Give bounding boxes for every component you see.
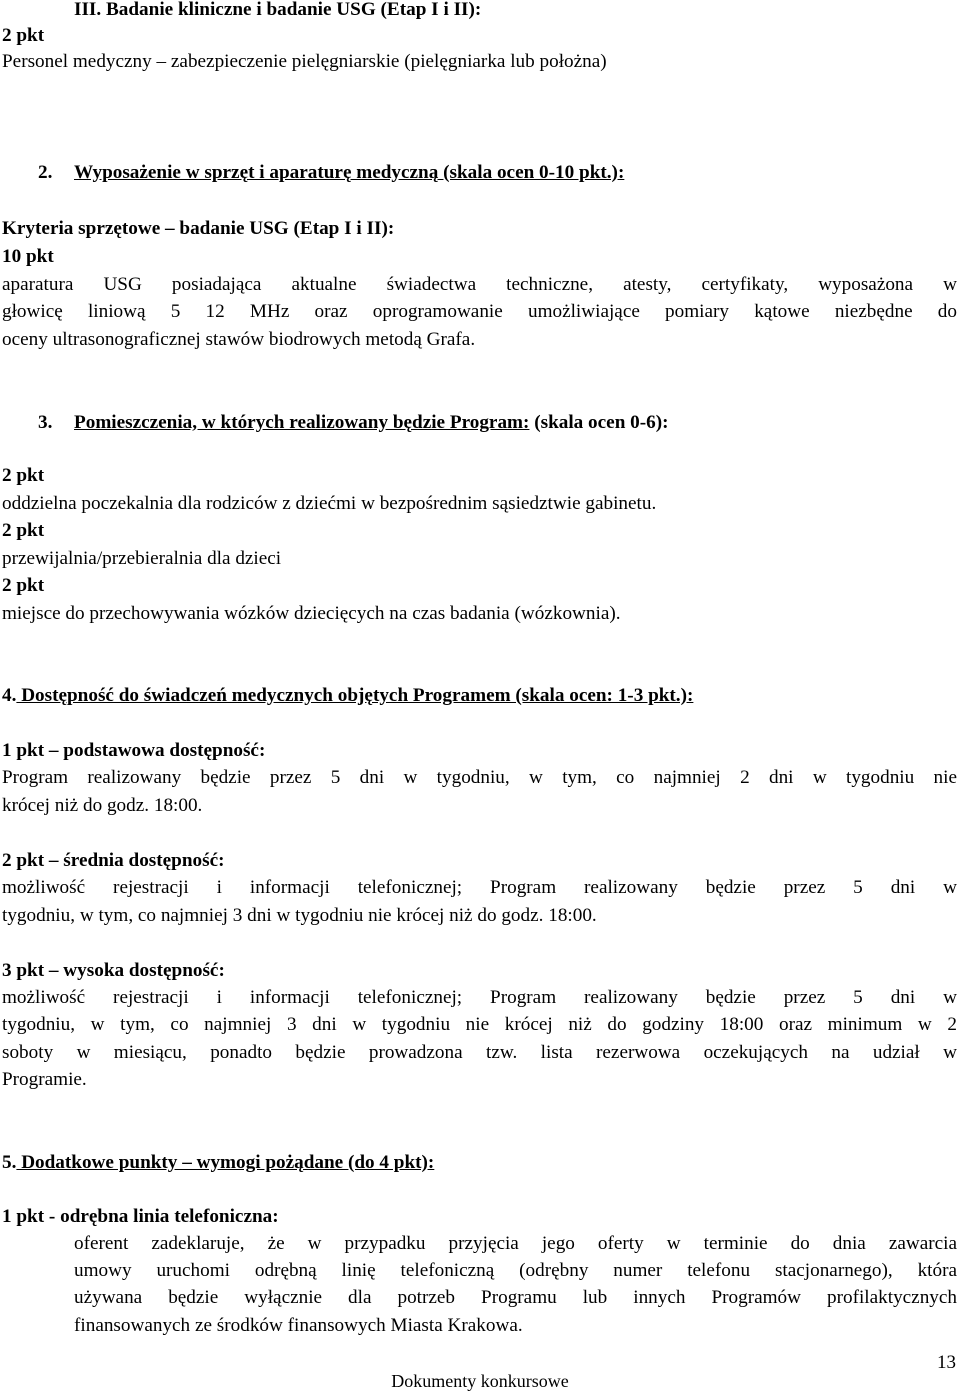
paragraph-line: możliwość rejestracji i informacji telefonicznej; Program realizowany będzie przez 5 dni w [2,987,957,1008]
section-heading: III. Badanie kliniczne i badanie USG (Etap I i II): [74,0,482,20]
points-label: 2 pkt [2,25,45,46]
points-label: 2 pkt [2,575,45,596]
page-number: 13 [937,1352,956,1373]
item-heading [2,682,693,710]
list-item: miejsce do przechowywania wózków dziecięcych na czas badania (wózkownia). [2,603,621,624]
item-number: 2. [38,162,53,183]
points-label: 2 pkt [2,465,45,486]
subheading: Kryteria sprzętowe – badanie USG (Etap I i II): [2,218,395,239]
paragraph-line: tygodniu, w tym, co najmniej 3 dni w tygodniu nie krócej niż do godz. 18:00. [2,905,597,926]
item-number: 4. [2,685,17,706]
item-heading [2,1149,434,1177]
level-heading: 1 pkt - odrębna linia telefoniczna: [2,1206,279,1227]
paragraph-line: umowy uruchomi odrębną linię telefoniczną (odrębny numer telefonu stacjonarnego), która [74,1260,957,1281]
paragraph-line: używana będzie wyłącznie dla potrzeb Programu lub innych Programów profilaktycznych [74,1287,957,1308]
item-number: 5. [2,1152,17,1173]
paragraph-line: krócej niż do godz. 18:00. [2,795,203,816]
paragraph-line: soboty w miesiącu, ponadto będzie prowadzona tzw. lista rezerwowa oczekujących na udział w [2,1042,957,1063]
paragraph-line: Programie. [2,1069,87,1090]
item-title: Pomieszczenia, w których realizowany będzie Program: (skala ocen 0-6): [74,412,669,433]
paragraph-line: finansowanych ze środków finansowych Miasta Krakowa. [74,1315,523,1336]
paragraph-line: możliwość rejestracji i informacji telefonicznej; Program realizowany będzie przez 5 dni w [2,877,957,898]
paragraph-line: głowicę liniową 5 12 MHz oraz oprogramowanie umożliwiające pomiary kątowe niezbędne do [2,301,957,322]
level-heading: 1 pkt – podstawowa dostępność: [2,740,266,761]
level-heading: 3 pkt – wysoka dostępność: [2,960,225,981]
points-label: 10 pkt [2,246,54,267]
item-title: Dostępność do świadczeń medycznych objętych Programem (skala ocen: 1-3 pkt.): [16,685,694,706]
paragraph: Personel medyczny – zabezpieczenie pielęgniarskie (pielęgniarka lub położna) [2,51,607,72]
paragraph-line: Program realizowany będzie przez 5 dni w tygodniu, w tym, co najmniej 2 dni w tygodniu nie [2,767,957,788]
list-item: oddzielna poczekalnia dla rodziców z dziećmi w bezpośrednim sąsiedztwie gabinetu. [2,493,657,514]
list-item: przewijalnia/przebieralnia dla dzieci [2,548,282,569]
paragraph-line: oceny ultrasonograficznej stawów biodrowych metodą Grafa. [2,329,476,350]
item-number: 3. [38,412,53,433]
footer-text: Dokumenty konkursowe [391,1371,569,1391]
paragraph-line: tygodniu, w tym, co najmniej 3 dni w tygodniu nie krócej niż do godziny 18:00 oraz minimum w 2 [2,1014,957,1035]
level-heading: 2 pkt – średnia dostępność: [2,850,225,871]
item-title: Dodatkowe punkty – wymogi pożądane (do 4 pkt): [16,1152,435,1173]
points-label: 2 pkt [2,520,45,541]
paragraph-line: aparatura USG posiadająca aktualne świadectwa techniczne, atesty, certyfikaty, wyposażona w [2,274,957,295]
paragraph-line: oferent zadeklaruje, że w przypadku przyjęcia jego oferty w terminie do dnia zawarcia [74,1233,957,1254]
item-title: Wyposażenie w sprzęt i aparaturę medyczną (skala ocen 0-10 pkt.): [74,162,625,183]
